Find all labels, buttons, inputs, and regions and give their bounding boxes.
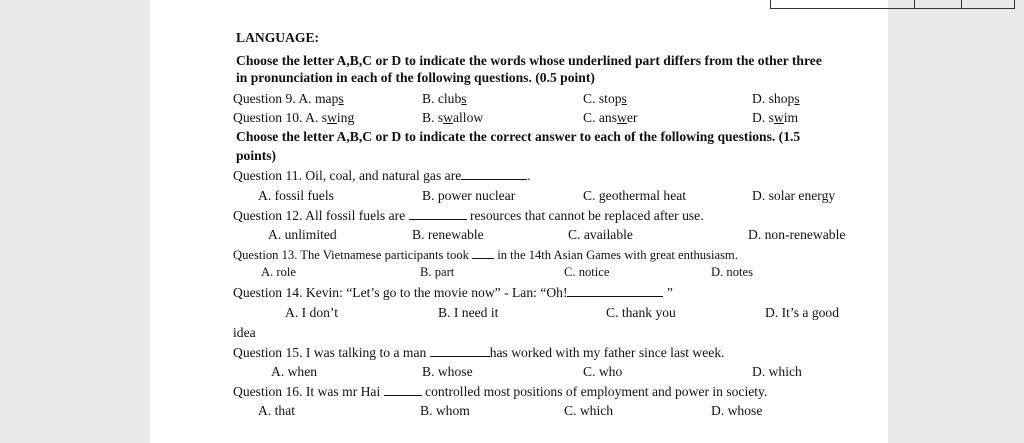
score-table-frame: [770, 0, 1015, 9]
question-12-option-c: C. available: [568, 227, 633, 242]
instruction-correct-line2: points): [236, 148, 277, 163]
question-13-option-c: C. notice: [564, 265, 610, 279]
question-text: Question 11. Oil, coal, and natural gas are: [233, 168, 462, 183]
question-11: Question 11. Oil, coal, and natural gas are .: [233, 168, 531, 183]
instruction-correct-line1: Choose the letter A,B,C or D to indicate the correct answer to each of the following questions. (1.5: [236, 129, 801, 144]
question-15-option-d: D. which: [752, 364, 802, 379]
question-9-option-b: B. clubs: [422, 91, 467, 106]
question-11-option-c: C. geothermal heat: [583, 188, 687, 203]
question-14-option-c: C. thank you: [606, 305, 676, 320]
question-12: Question 12. All fossil fuels are resources that cannot be replaced after use.: [233, 208, 704, 223]
question-12-option-a: A. unlimited: [268, 227, 337, 242]
question-14-option-d-wrap: idea: [233, 325, 256, 340]
option-a: A. maps: [298, 91, 344, 106]
answer-blank: [384, 383, 422, 396]
question-14-option-b: B. I need it: [438, 305, 499, 320]
answer-blank: [472, 246, 494, 259]
question-16-option-b: B. whom: [420, 403, 470, 418]
answer-blank: [461, 167, 527, 180]
question-11-option-b: B. power nuclear: [422, 188, 516, 203]
instruction-pronunciation-line1: Choose the letter A,B,C or D to indicate the words whose underlined part differs from the other three: [236, 53, 822, 68]
question-12-option-b: B. renewable: [412, 227, 484, 242]
question-10-option-d: D. swim: [752, 110, 799, 125]
question-14-option-a: A. I don’t: [285, 305, 338, 320]
score-table-divider: [961, 0, 962, 9]
question-13: Question 13. The Vietnamese participants took in the 14th Asian Games with great enthusiasm.: [233, 248, 738, 262]
answer-blank: [409, 207, 467, 220]
question-14: Question 14. Kevin: “Let’s go to the movie now” - Lan: “Oh! ”: [233, 285, 673, 300]
question-16-option-a: A. that: [258, 403, 295, 418]
question-9-option-c: C. stops: [583, 91, 627, 106]
left-page-margin: [0, 0, 150, 443]
question-16: Question 16. It was mr Hai controlled most positions of employment and power in society.: [233, 384, 768, 399]
question-10: [233, 109, 354, 126]
option-a: A. swing: [305, 110, 355, 125]
instruction-pronunciation-line2: in pronunciation in each of the following questions. (0.5 point): [236, 70, 595, 85]
question-13-option-b: B. part: [420, 265, 455, 279]
question-14-option-d: D. It’s a good: [765, 305, 840, 320]
question-15-option-b: B. whose: [422, 364, 473, 379]
question-11-option-d: D. solar energy: [752, 188, 836, 203]
question-10-option-b: B. swallow: [422, 110, 484, 125]
question-label: Question 10.: [233, 110, 303, 125]
question-13-option-a: A. role: [261, 265, 296, 279]
question-15-option-c: C. who: [583, 364, 623, 379]
question-11-option-a: A. fossil fuels: [258, 188, 334, 203]
question-label: Question 9.: [233, 91, 296, 106]
question-9: [233, 90, 344, 107]
question-12-option-d: D. non-renewable: [748, 227, 846, 242]
question-15: Question 15. I was talking to a man has worked with my father since last week.: [233, 345, 725, 360]
question-13-option-d: D. notes: [711, 265, 753, 279]
question-16-option-c: C. which: [564, 403, 614, 418]
answer-blank: [430, 344, 490, 357]
section-title: LANGUAGE:: [236, 30, 320, 45]
question-16-option-d: D. whose: [711, 403, 763, 418]
right-page-margin: [888, 0, 1024, 443]
question-15-option-a: A. when: [271, 364, 318, 379]
question-9-option-d: D. shops: [752, 91, 800, 106]
question-10-option-c: C. answer: [583, 110, 638, 125]
score-table-divider: [914, 0, 915, 9]
answer-blank: [567, 284, 663, 297]
